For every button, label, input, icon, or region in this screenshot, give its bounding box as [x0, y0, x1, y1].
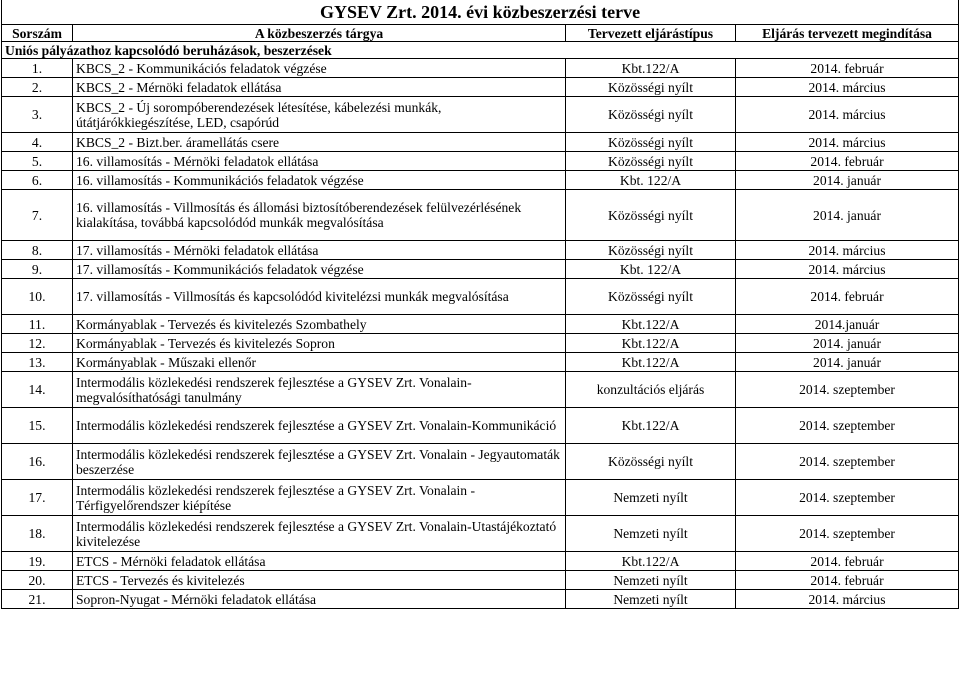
row-start-date: 2014. március: [736, 97, 959, 133]
row-procedure: Közösségi nyílt: [566, 241, 736, 260]
table-row: [2, 241, 959, 260]
table-row: [2, 152, 959, 171]
row-procedure: Kbt. 122/A: [566, 260, 736, 279]
row-number: 17.: [2, 480, 73, 516]
table-row: [2, 444, 959, 480]
row-subject: 16. villamosítás - Kommunikációs feladatok végzése: [73, 171, 566, 190]
header-start: Eljárás tervezett megindítása: [736, 25, 959, 42]
row-procedure: Közösségi nyílt: [566, 97, 736, 133]
row-start-date: 2014. szeptember: [736, 516, 959, 552]
table-row: [2, 78, 959, 97]
row-number: 20.: [2, 571, 73, 590]
row-start-date: 2014. január: [736, 334, 959, 353]
row-subject: Intermodális közlekedési rendszerek fejlesztése a GYSEV Zrt. Vonalain-Utastájékoztató kivitelezése: [73, 516, 566, 552]
header-subject: A közbeszerzés tárgya: [73, 25, 566, 42]
row-procedure: Közösségi nyílt: [566, 279, 736, 315]
row-start-date: 2014. január: [736, 171, 959, 190]
row-subject: 17. villamosítás - Villmosítás és kapcsolódód kivitelézsi munkák megvalósítása: [73, 279, 566, 315]
row-number: 2.: [2, 78, 73, 97]
row-number: 16.: [2, 444, 73, 480]
section-row: [2, 42, 959, 59]
row-procedure: Nemzeti nyílt: [566, 516, 736, 552]
row-start-date: 2014. február: [736, 571, 959, 590]
row-start-date: 2014. szeptember: [736, 480, 959, 516]
row-start-date: 2014.január: [736, 315, 959, 334]
row-procedure: Kbt.122/A: [566, 334, 736, 353]
row-subject: 17. villamosítás - Mérnöki feladatok ellátása: [73, 241, 566, 260]
row-procedure: Kbt.122/A: [566, 315, 736, 334]
title-row: [2, 0, 959, 25]
table-row: [2, 334, 959, 353]
row-start-date: 2014. február: [736, 279, 959, 315]
row-number: 13.: [2, 353, 73, 372]
table-row: [2, 571, 959, 590]
table-row: [2, 260, 959, 279]
row-start-date: 2014. március: [736, 133, 959, 152]
row-procedure: Közösségi nyílt: [566, 152, 736, 171]
row-subject: Intermodális közlekedési rendszerek fejlesztése a GYSEV Zrt. Vonalain-Kommunikáció: [73, 408, 566, 444]
row-number: 12.: [2, 334, 73, 353]
row-procedure: Közösségi nyílt: [566, 444, 736, 480]
row-number: 7.: [2, 190, 73, 241]
row-number: 21.: [2, 590, 73, 609]
row-number: 4.: [2, 133, 73, 152]
row-subject: Kormányablak - Tervezés és kivitelezés Sopron: [73, 334, 566, 353]
row-subject: 16. villamosítás - Villmosítás és állomási biztosítóberendezések felülvezérlésének kialakítása, továbbá kapcsolódód munkák megvalósítása: [73, 190, 566, 241]
table-row: [2, 552, 959, 571]
table-row: [2, 372, 959, 408]
row-procedure: Közösségi nyílt: [566, 133, 736, 152]
row-subject: Kormányablak - Műszaki ellenőr: [73, 353, 566, 372]
table-row: [2, 480, 959, 516]
row-number: 5.: [2, 152, 73, 171]
row-start-date: 2014. január: [736, 190, 959, 241]
row-procedure: Közösségi nyílt: [566, 190, 736, 241]
row-subject: 16. villamosítás - Mérnöki feladatok ellátása: [73, 152, 566, 171]
row-procedure: Közösségi nyílt: [566, 78, 736, 97]
row-procedure: Kbt.122/A: [566, 59, 736, 78]
procurement-plan-table: [1, 0, 959, 609]
table-row: [2, 279, 959, 315]
section-heading: Uniós pályázathoz kapcsolódó beruházások, beszerzések: [2, 42, 959, 59]
row-subject: KBCS_2 - Kommunikációs feladatok végzése: [73, 59, 566, 78]
row-start-date: 2014. február: [736, 552, 959, 571]
row-procedure: Nemzeti nyílt: [566, 590, 736, 609]
row-start-date: 2014. február: [736, 152, 959, 171]
row-subject: ETCS - Mérnöki feladatok ellátása: [73, 552, 566, 571]
row-subject: Intermodális közlekedési rendszerek fejlesztése a GYSEV Zrt. Vonalain - Térfigyelőrendszer kiépítése: [73, 480, 566, 516]
row-number: 11.: [2, 315, 73, 334]
table-row: [2, 353, 959, 372]
header-row: [2, 25, 959, 42]
row-subject: KBCS_2 - Mérnöki feladatok ellátása: [73, 78, 566, 97]
row-start-date: 2014. március: [736, 260, 959, 279]
row-start-date: 2014. március: [736, 78, 959, 97]
table-row: [2, 590, 959, 609]
row-subject: Sopron-Nyugat - Mérnöki feladatok ellátása: [73, 590, 566, 609]
row-start-date: 2014. március: [736, 590, 959, 609]
table-row: [2, 516, 959, 552]
table-row: [2, 59, 959, 78]
page-title: GYSEV Zrt. 2014. évi közbeszerzési terve: [2, 0, 959, 25]
row-number: 14.: [2, 372, 73, 408]
row-procedure: konzultációs eljárás: [566, 372, 736, 408]
row-number: 19.: [2, 552, 73, 571]
row-procedure: Kbt.122/A: [566, 353, 736, 372]
row-subject: 17. villamosítás - Kommunikációs feladatok végzése: [73, 260, 566, 279]
row-procedure: Nemzeti nyílt: [566, 571, 736, 590]
row-start-date: 2014. február: [736, 59, 959, 78]
row-number: 15.: [2, 408, 73, 444]
row-number: 3.: [2, 97, 73, 133]
row-number: 10.: [2, 279, 73, 315]
row-procedure: Nemzeti nyílt: [566, 480, 736, 516]
table-row: [2, 97, 959, 133]
row-start-date: 2014. szeptember: [736, 444, 959, 480]
header-procedure: Tervezett eljárástípus: [566, 25, 736, 42]
row-number: 18.: [2, 516, 73, 552]
row-procedure: Kbt.122/A: [566, 408, 736, 444]
row-procedure: Kbt.122/A: [566, 552, 736, 571]
row-start-date: 2014. március: [736, 241, 959, 260]
row-number: 6.: [2, 171, 73, 190]
table-row: [2, 190, 959, 241]
row-subject: Intermodális közlekedési rendszerek fejlesztése a GYSEV Zrt. Vonalain-megvalósíthatósági tanulmány: [73, 372, 566, 408]
row-number: 9.: [2, 260, 73, 279]
row-number: 8.: [2, 241, 73, 260]
row-subject: KBCS_2 - Bizt.ber. áramellátás csere: [73, 133, 566, 152]
row-start-date: 2014. szeptember: [736, 408, 959, 444]
row-subject: KBCS_2 - Új sorompóberendezések létesítése, kábelezési munkák, útátjárókkiegészítése, LED, csapórúd: [73, 97, 566, 133]
table-row: [2, 133, 959, 152]
table-row: [2, 171, 959, 190]
row-subject: Intermodális közlekedési rendszerek fejlesztése a GYSEV Zrt. Vonalain - Jegyautomaták beszerzése: [73, 444, 566, 480]
row-subject: Kormányablak - Tervezés és kivitelezés Szombathely: [73, 315, 566, 334]
table-row: [2, 315, 959, 334]
row-procedure: Kbt. 122/A: [566, 171, 736, 190]
header-num: Sorszám: [2, 25, 73, 42]
table-row: [2, 408, 959, 444]
row-subject: ETCS - Tervezés és kivitelezés: [73, 571, 566, 590]
row-start-date: 2014. szeptember: [736, 372, 959, 408]
row-start-date: 2014. január: [736, 353, 959, 372]
row-number: 1.: [2, 59, 73, 78]
